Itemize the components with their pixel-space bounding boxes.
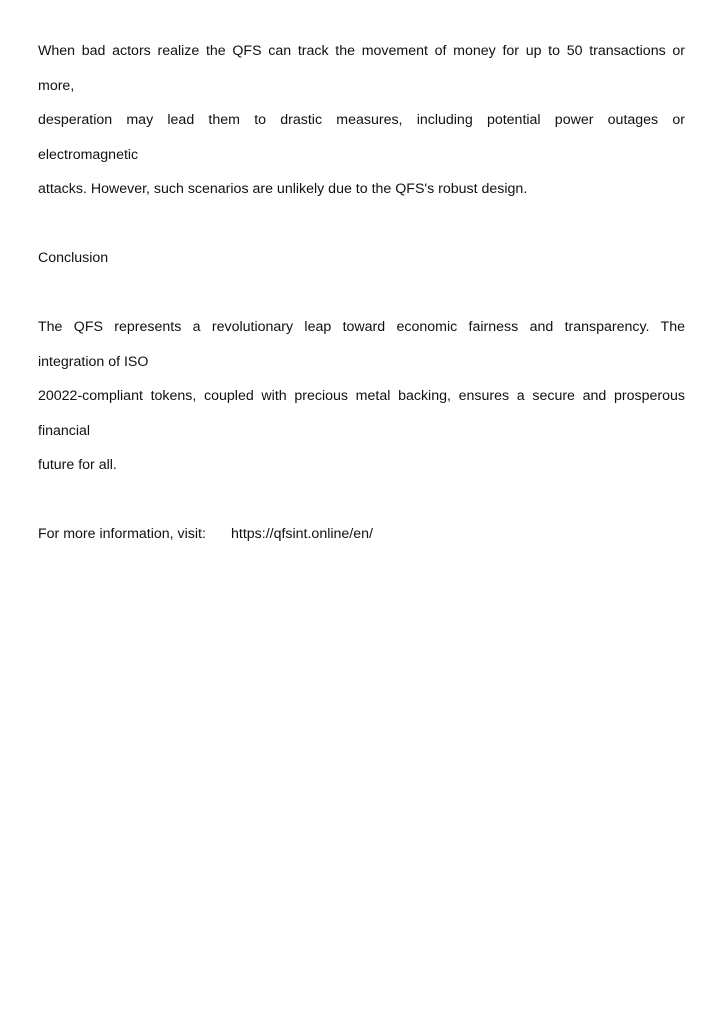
more-info-link[interactable]: https://qfsint.online/en/ (231, 526, 373, 542)
paragraph-2-line-3: 20022-compliant tokens, coupled with precious metal backing, ensures a secure and prosperous (38, 388, 685, 404)
paragraph-1-line-5: attacks. However, such scenarios are unlikely due to the QFS's robust design. (38, 181, 528, 197)
conclusion-heading: Conclusion (38, 250, 109, 266)
paragraph-1-line-2: more, (38, 78, 75, 94)
paragraph-2-line-4: financial (38, 423, 91, 439)
paragraph-1-line-3: desperation may lead them to drastic measures, including potential power outages or (38, 112, 685, 128)
paragraph-2-line-2: integration of ISO (38, 354, 149, 370)
paragraph-1-line-1: When bad actors realize the QFS can track the movement of money for up to 50 transactions or (38, 43, 685, 59)
paragraph-1-line-4: electromagnetic (38, 147, 139, 163)
paragraph-2-line-5: future for all. (38, 457, 117, 473)
more-info-label: For more information, visit: (38, 526, 206, 542)
paragraph-2-line-1: The QFS represents a revolutionary leap toward economic fairness and transparency. The (38, 319, 685, 335)
